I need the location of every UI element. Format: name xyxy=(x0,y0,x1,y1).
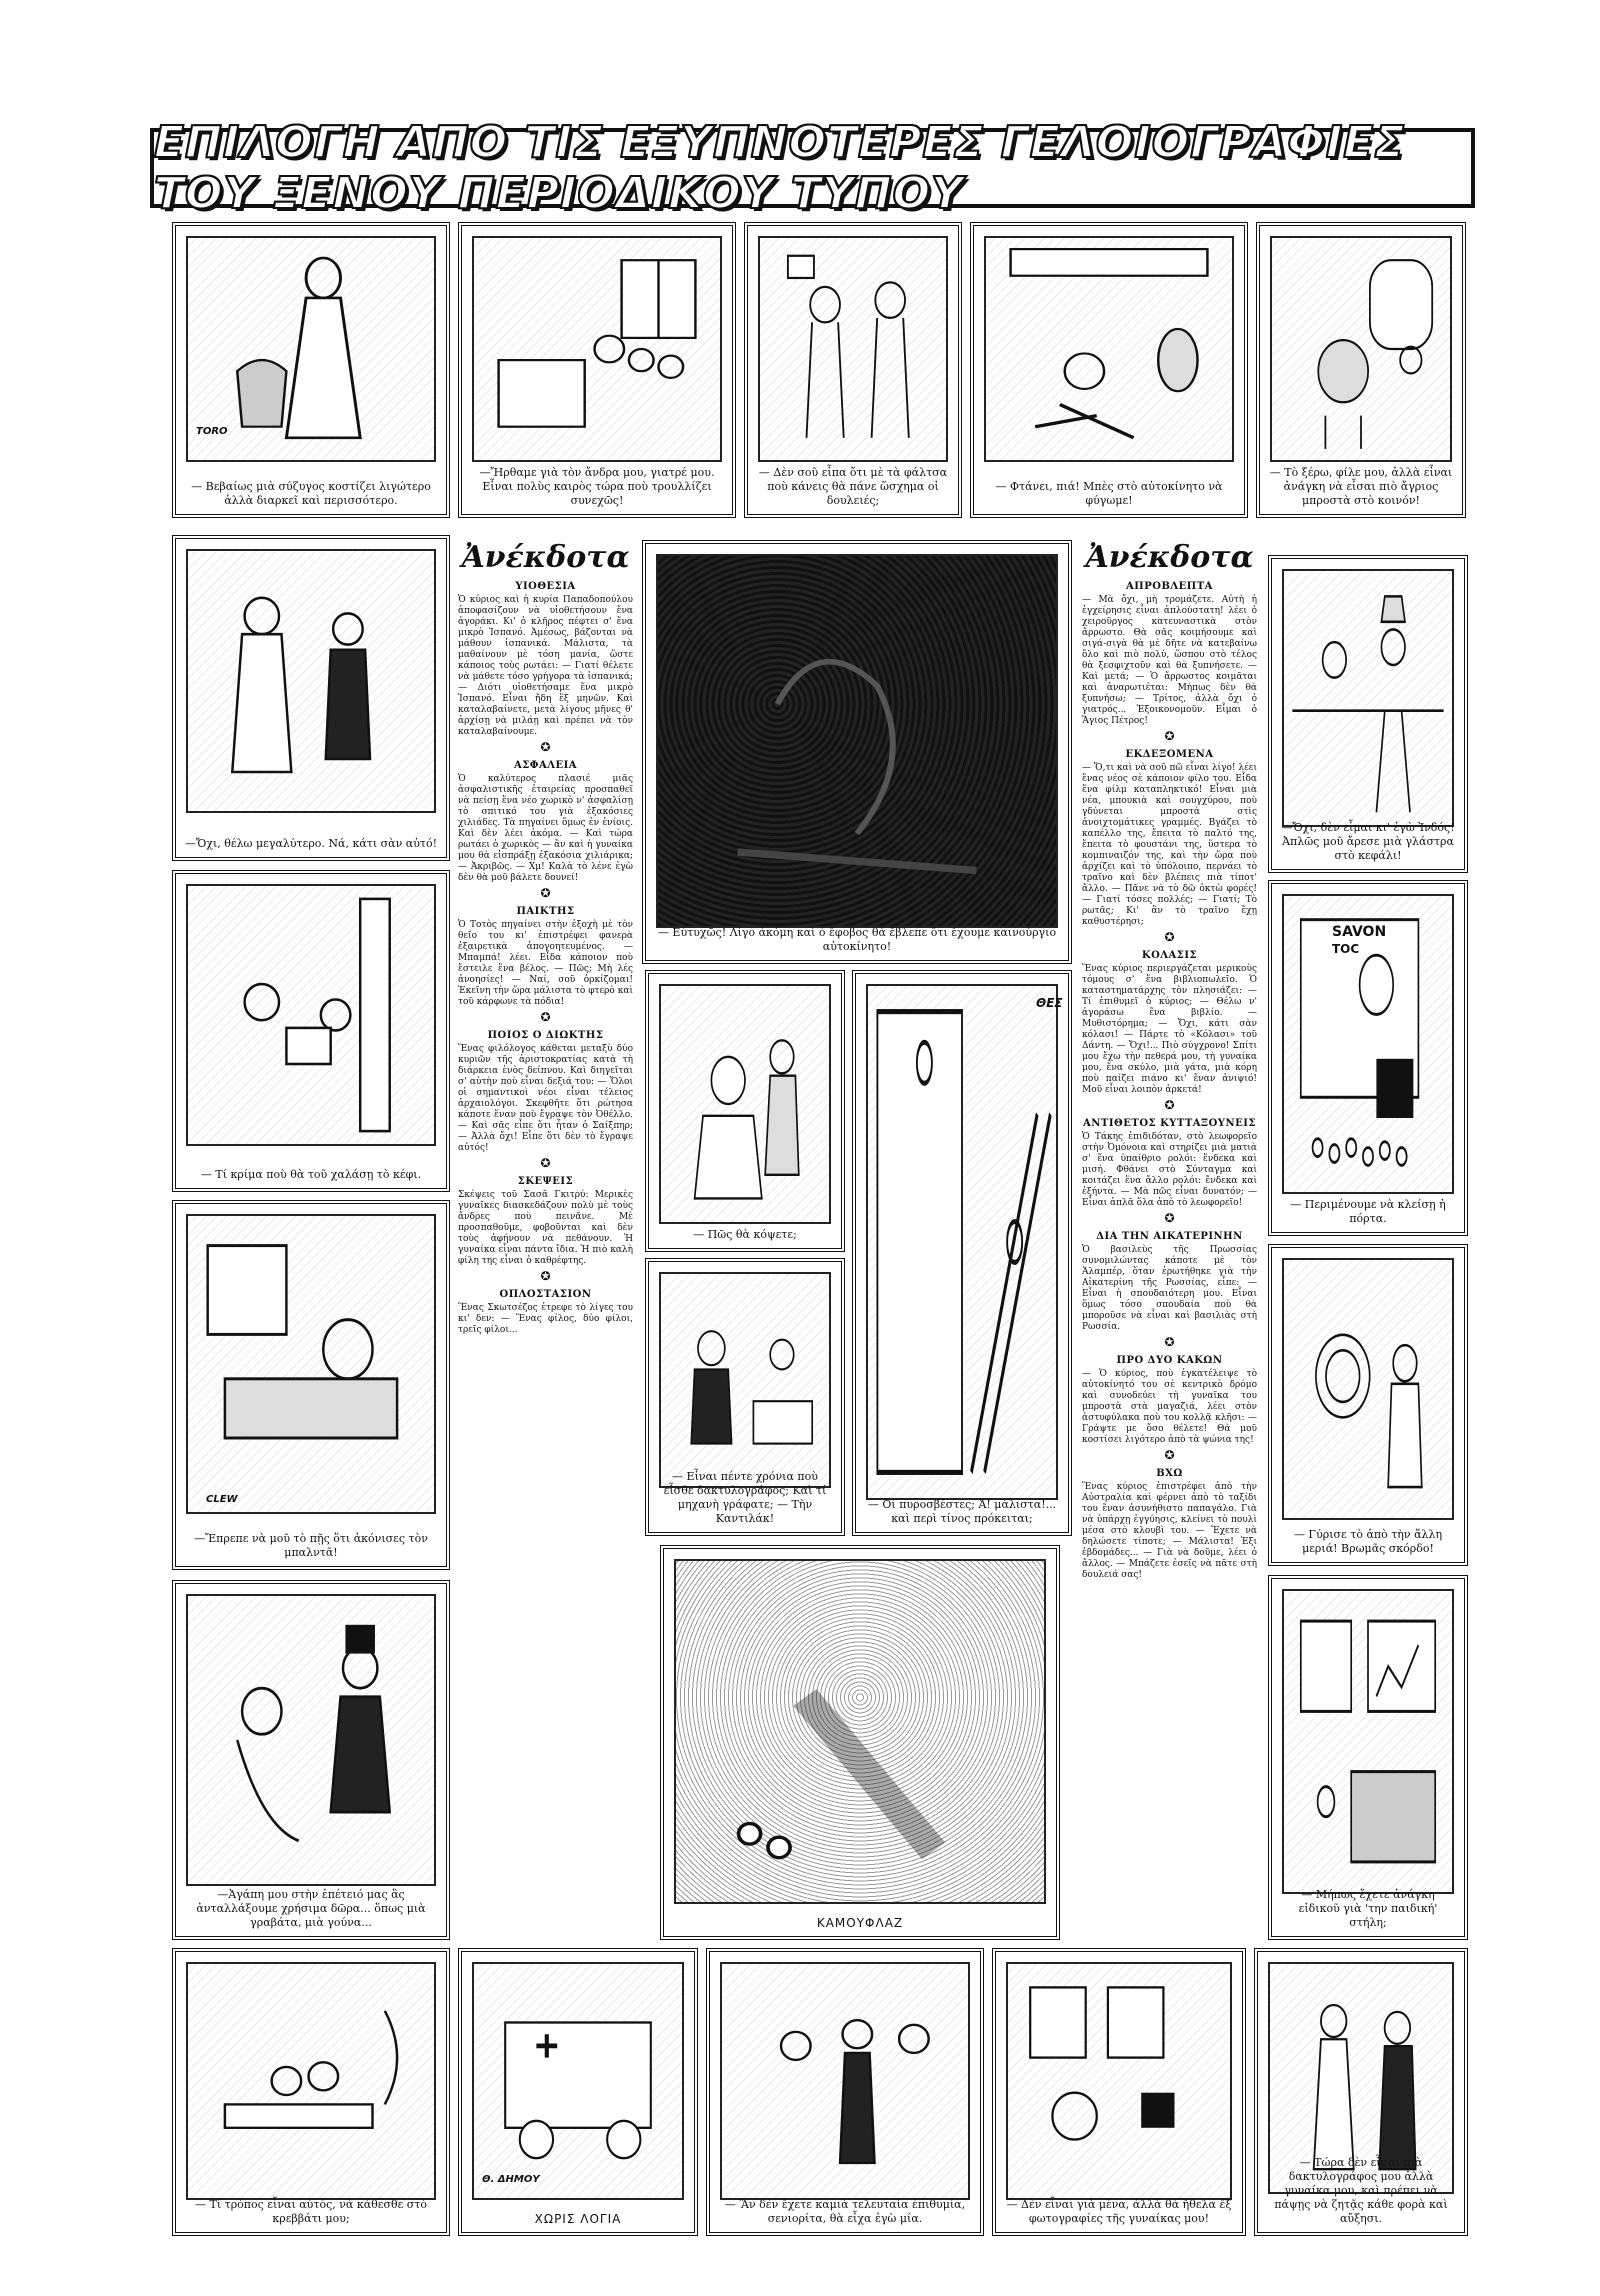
cartoon-art xyxy=(656,554,1058,928)
anecdotes-right-column xyxy=(1082,540,1257,1940)
cartoon-center-crowd xyxy=(660,1545,1060,1940)
cartoon-center-barber xyxy=(645,970,845,1252)
anecdote-heading: ΟΠΛΟΣΤΑΣΙΟΝ xyxy=(499,1289,592,1300)
anecdote-heading: ΠΡΟ ΔΥΟ ΚΑΚΩΝ xyxy=(1116,1355,1223,1366)
anecdote-heading: ΚΟΛΑΣΙΣ xyxy=(1141,950,1198,961)
cartoon-center-ladder xyxy=(852,970,1072,1536)
cartoon-top-5 xyxy=(1256,222,1466,518)
cartoon-art xyxy=(866,984,1058,1500)
anecdote-text: — Ὁ κύριος, ποὺ ἐγκατέλειψε τὸ αὐτοκίνητό του σὲ κεντρικὸ δρόμο καὶ συνοδεύει τὴ γυναῖκα του μπροστὰ στὰ μαγαζιά, λέει στὸν ἀστυφύλακα ποὺ του κολλᾷ κλῆσι: — Γράψτε με ὅσο θέλετε! Θὰ μοῦ κοστίσει λιγότερο ἀπὸ τὰ ψώνια της! xyxy=(1082,1369,1257,1445)
cartoon-caption: — Τί τρόπος εἶναι αὐτός, νὰ κάθεσθε στὸ κρεββάτι μου; xyxy=(194,2198,428,2225)
cartoon-caption: — Εὐτυχῶς! Λίγο ἀκόμη καὶ ὁ ἔφοβος θὰ ἔβλεπε ὅτι ἔχουμε καινούργιο αὐτοκίνητο! xyxy=(657,926,1057,953)
cartoon-caption: — Τώρα δὲν εἶσαι πιὰ δακτυλογράφος μου ἀλλὰ γυναίκα μου, καὶ πρέπει νὰ πάψῃς νὰ ζητᾷς κάθε φορὰ καὶ αὔξησι. xyxy=(1274,2156,1448,2225)
cartoon-top-2 xyxy=(458,222,736,518)
cartoon-left-3 xyxy=(172,1200,450,1570)
cartoon-right-4 xyxy=(1268,1575,1468,1940)
cartoon-art xyxy=(984,236,1234,462)
cartoon-left-2 xyxy=(172,870,450,1192)
cartoon-signature: CLEW xyxy=(206,1494,238,1505)
cartoon-caption: — Τί κρίμα ποὺ θὰ τοῦ χαλάσῃ τὸ κέφι. xyxy=(200,1168,422,1181)
cartoon-signature: Θ. ΔΗΜΟΥ xyxy=(482,2174,540,2185)
cartoon-caption: — Περιμένουμε νὰ κλείσῃ ἡ πόρτα. xyxy=(1290,1198,1446,1225)
cartoon-bottom-1 xyxy=(172,1948,450,2236)
anecdote-heading: ΑΣΦΑΛΕΙΑ xyxy=(513,760,578,771)
separator-star-icon: ✪ xyxy=(1164,1211,1175,1225)
anecdote-text: Ὁ Τάκης ἐπιδιδόταν, στὸ λεωφορεῖο στὴν Ὀμόνοια καὶ στηρίζει μιὰ ματιὰ σ' ἕνα ὑπαίθριο ρολόι: ἔνδεκα καὶ μισή. Φθάνει στὸ Σύνταγμα καὶ κοιτάζει ἕνα ἄλλο ρολόι: ἔνδεκα καὶ ἐξήντα. — Μὰ πῶς εἶναι δυνατόν; — Εἶναι ἀπλᾶ ὅλα ἀπὸ τὸ λεωφορεῖο! xyxy=(1082,1132,1257,1208)
cartoon-art xyxy=(659,984,831,1224)
anecdote-text: Ἕνας φιλόλογος κάθεται μεταξὺ δύο κυριῶν τῆς ἀριστοκρατίας κατὰ τὴ διάρκεια ἑνὸς δείπνου. Καὶ διηγεῖται σ' αὐτὴν ποὺ εἶναι δεξιά του: — Ὅλοι οἱ σημαντικοὶ νέοι εἶναι τέλειος ἀρχαιολόγοι. Σκεφθῆτε ὅτι ρώτησα κάποτε ἕναν ποὺ ἔγραψε τὸν Ὀθέλλο. — Καὶ σᾶς εἶπε ὅτι ἦταν ὁ Σαίξπηρ; — Ἀλλὰ ὄχι! Εἶπε ὅτι δὲν τὸ ἔγραψε αὐτός! xyxy=(458,1044,633,1153)
cartoon-art xyxy=(472,236,722,462)
separator-star-icon: ✪ xyxy=(540,1269,551,1283)
page-header-banner xyxy=(150,117,1475,219)
anecdote-heading: ΑΠΡΟΒΛΕΠΤΑ xyxy=(1126,581,1213,592)
page-title: ΕΠΙΛΟΓΗ ΑΠΟ ΤΙΣ ΕΞΥΠΝΟΤΕΡΕΣ ΓΕΛΟΙΟΓΡΑΦΙΕΣ ΤΟΥ ΞΕΝΟΥ ΠΕΡΙΟΔΙΚΟΥ ΤΥΠΟΥ xyxy=(154,117,1406,219)
separator-star-icon: ✪ xyxy=(1164,729,1175,743)
cartoon-caption: — Πῶς θὰ κόψετε; xyxy=(693,1228,797,1241)
cartoon-caption: ΚΑΜΟΥΦΛΑΖ xyxy=(816,1916,904,1930)
cartoon-right-3 xyxy=(1268,1244,1468,1566)
cartoon-caption: —Ἤρθαμε γιὰ τὸν ἄνδρα μου, γιατρέ μου. Εἶναι πολὺς καιρὸς τώρα ποὺ τρουλλίζει συνεχῶς! xyxy=(479,466,715,507)
anecdote-heading: ΕΚΔΕΞΟΜΕΝΑ xyxy=(1125,749,1214,760)
cartoon-caption: —Ὄχι, δὲν εἶμαι κι' ἐγὼ Ἰνδός! Ἀπλῶς μοῦ ἄρεσε μιὰ γλάστρα στὸ κεφάλι! xyxy=(1281,821,1455,862)
cartoon-caption: ΧΩΡΙΣ ΛΟΓΙΑ xyxy=(534,2212,622,2226)
poster-sign: TOC xyxy=(1332,942,1360,956)
cartoon-art xyxy=(186,1594,436,1886)
cartoon-caption: — Φτάνει, πιά! Μπὲς στὸ αὐτοκίνητο νὰ φύγωμε! xyxy=(995,480,1223,507)
cartoon-art xyxy=(1270,236,1452,462)
cartoon-caption: — Βεβαίως μιὰ σύζυγος κοστίζει λιγώτερο ἀλλὰ διαρκεῖ καὶ περισσότερο. xyxy=(191,480,431,507)
cartoon-center-office xyxy=(645,1258,845,1536)
anecdote-heading: ΥΙΟΘΕΣΙΑ xyxy=(515,581,576,592)
separator-star-icon: ✪ xyxy=(540,740,551,754)
poster-sign: SAVON xyxy=(1332,924,1387,940)
cartoon-caption: —Ἔπρεπε νὰ μοῦ τὸ πῇς ὅτι ἀκόνισες τὸν μπαλντᾶ! xyxy=(194,1532,428,1559)
cartoon-center-dark xyxy=(642,540,1072,964)
anecdote-text: — Μὰ ὄχι, μὴ τρομάζετε. Αὐτὴ ἡ ἐγχείρησις εἶναι ἁπλούστατη! λέει ὁ χειροῦργος κατευναστικὰ στὸν ἄρρωστο. Θὰ σᾶς κοιμήσουμε καὶ σιγά-σιγὰ θὰ μὲ δῆτε νὰ κατεβαίνω ὅλο καὶ πιὸ πολύ, ὥσπου στὸ τέλος θὰ ξεσφιχτοῦν καὶ θὰ ξυπνήσετε. — Καὶ μετά; — Ὁ ἄρρωστος κοιμᾶται καὶ ἀναρωτιέται: Μήπως δὲν θὰ ξυπνήσω; — Τρίτος, ἀλλὰ ὄχι ὁ γιατρός... Ἐξοικονομοῦν. Εἶμαι ὁ Ἅγιος Πέτρος! xyxy=(1082,595,1257,726)
cartoon-caption: — Οἱ πυροσβέστες; Ἀ! μάλιστα!... καὶ περὶ τίνος πρόκειται; xyxy=(867,1498,1057,1525)
cartoon-left-4 xyxy=(172,1580,450,1940)
cartoon-bottom-5 xyxy=(1254,1948,1468,2236)
anecdotes-title: Ἀνέκδοτα xyxy=(1085,540,1254,575)
cartoon-bottom-3 xyxy=(706,1948,984,2236)
cartoon-caption: —Ὄχι, θέλω μεγαλύτερο. Νά, κάτι σὰν αὐτό! xyxy=(184,837,438,850)
cartoon-top-1 xyxy=(172,222,450,518)
cartoon-caption: — Τὸ ξέρω, φίλε μου, ἀλλὰ εἶναι ἀνάγκη νὰ εἶσαι πιὸ ἄγριος μπροστὰ στὸ κοινόν! xyxy=(1269,466,1453,507)
cartoon-top-4 xyxy=(970,222,1248,518)
separator-star-icon: ✪ xyxy=(1164,1098,1175,1112)
cartoon-art xyxy=(1282,569,1454,827)
cartoon-caption: — Ἂν δὲν ἔχετε καμιὰ τελευταία ἐπιθυμία, σενιορίτα, θὰ εἶχα ἐγὼ μία. xyxy=(724,2198,966,2225)
cartoon-art xyxy=(758,236,948,462)
cartoon-art xyxy=(1282,1258,1454,1520)
anecdote-text: Ἕνας Σκωτσέζος ἐτρεφε τὸ λίγες του κι' δεν: — Ἕνας φίλος, δύο φίλοι, τρεῖς φίλοι... xyxy=(458,1303,633,1335)
anecdotes-left-column xyxy=(458,540,633,1940)
cartoon-art xyxy=(1282,1589,1454,1894)
separator-star-icon: ✪ xyxy=(1164,1448,1175,1462)
cartoon-art xyxy=(674,1559,1046,1904)
cartoon-art xyxy=(659,1272,831,1488)
anecdote-text: Ὁ κύριος καὶ ἡ κυρία Παπαδοπούλου ἀποφασίζουν νὰ υἱοθετήσουν ἕνα ἀγοράκι. Κι' ὁ κλῆρος πέφτει σ' ἕνα μικρὸ Ἰσπανό. Ἀμέσως, βάζονται νὰ μάθουν ἰσπανικά. Μάλιστα, τὰ μαθαίνουν μὲ τόση μανία, ὥστε κάποιος τοὺς ρωτάει: — Γιατί θέλετε νὰ μάθετε τόσο γρήγορα τὰ ἰσπανικά; — Διότι υἱοθετήσαμε ἕνα μικρὸ Ἰσπανό. Εἶναι ἤδη ἕξ μηνῶν. Καὶ καταλαβαίνετε, μετὰ λίγους μῆνες θ' ἀρχίσῃ νὰ μιλάῃ καὶ πρέπει νὰ τὸν καταλαβαίνουμε. xyxy=(458,595,633,737)
separator-star-icon: ✪ xyxy=(540,1156,551,1170)
anecdotes-title: Ἀνέκδοτα xyxy=(461,540,630,575)
anecdote-text: Ὁ καλύτερος πλασιέ μιᾶς ἀσφαλιστικῆς ἑταιρείας προσπαθεῖ νὰ πείσῃ ἕνα νέο χωρικὸ ν' ἀσφαλίσῃ τὸ σπιτικό του γιὰ ἑξακόσιες χιλιάδες. Τὰ πηγαίνει ὅμως ἐν ἐνίοις. Καὶ δὲν λέει ἀκόμα. — Καὶ τώρα ρωτάει ὁ χωρικὸς — ἂν καὶ ἡ γυναίκα μου θὰ εἰσπράξῃ ἑξακόσια χιλιάρικα; — Ἀκριβῶς. — Χμ! Καλὰ τὸ λένε ἐγὼ δὲν θὰ μοῦ βάλετε δουνεί! xyxy=(458,774,633,883)
cartoon-bottom-2 xyxy=(458,1948,698,2236)
cartoon-right-1 xyxy=(1268,555,1468,873)
anecdote-text: Ὁ Τοτὸς πηγαίνει στὴν ἑξοχὴ μὲ τὸν θεῖο του κι' ἐπιστρέφει φανερὰ ἐξαιρετικὰ ἀπογοητευμένος. — Μπαμπά! λέει. Εἶδα κάποιον ποὺ ἔστειλε ἕνα βέλος. — Πῶς; Μὴ λές ἀνοησίες! — Ναί, σοῦ ὁρκίζομαι! Ἐκεῖνη τὴν ὥρα μάλιστα τὸ φτερὸ καὶ τοῦ κάρφωνε τὰ πόδια! xyxy=(458,920,633,1007)
anecdote-heading: ΠΑΙΚΤΗΣ xyxy=(516,906,575,917)
cartoon-signature: TORO xyxy=(196,426,228,437)
anecdote-text: — Ὅ,τι καὶ νὰ σοῦ πῶ εἶναι λίγο! λέει ἕνας νέος σὲ κάποιον φίλο του. Εἶδα ἕνα φίλμ καταπληκτικό! Εἶναι μιὰ νέα, μπουκιὰ καὶ σουγχύρου, ποὺ γδύνεται μπροστὰ στὶς ἀνοιχτομάτικες γραμμές. Βγάζει τὸ καπέλλο της, ἔπειτα τὸ παλτό της, ἔπειτα τὸ φουστάνι της, ὕστερα τὸ κομπιναιζόν της, καὶ τὴν ὥρα ποὺ ἀρχίζει καὶ τὸ ὑπόλοιπο, περνάει τὸ τραῖνο καὶ δὲν βλέπεις πιὰ τίποτ' ἄλλο. — Πᾶνε νὰ τὸ δῶ ὀκτὼ φορές! — Γιατί τόσες πολλές; — Γιατί; Τὸ ρωτᾶς; Κι' ἂν τὸ τραῖνο ἔχῃ καθυστέρησι; xyxy=(1082,763,1257,927)
cartoon-caption: — Μήπως ἔχετε ἀνάγκη εἰδικοῦ γιὰ 'την παιδική' στήλη; xyxy=(1298,1888,1438,1929)
cartoon-bottom-4 xyxy=(992,1948,1246,2236)
anecdote-text: Ἕνας κύριος περιεργάζεται μερικοὺς τόμους σ' ἕνα βιβλιοπωλεῖο. Ὁ καταστηματάρχης τὸν πλησιάζει: — Τί ἐπιθυμεῖ ὁ κύριος; — Θέλω ν' ἀγοράσω ἕνα βιβλίο. — Μυθιστόρημα; — Ὄχι, κάτι σὰν κόλασι! — Πάρτε τὸ «Κόλασι» τοῦ Δάντη. — Ὄχι!... Πιὸ σύγχρονο! Σπίτι μου ἔχω τὴν πεθερά μου, τὴ γυναίκα μου, ἕνα σκύλο, μιὰ γάτα, μιὰ κόρη ποὺ παίζει πιάνο κι' ἕναν ἀνιψιό! Μοῦ εἶναι λοιπὸν ἀρκετά! xyxy=(1082,964,1257,1095)
cartoon-art xyxy=(186,1962,436,2200)
cartoon-art xyxy=(720,1962,970,2200)
cartoon-caption: — Γύρισε τὸ ἀπὸ τὴν ἄλλη μεριά! Βρωμᾶς σκόρδο! xyxy=(1293,1528,1443,1555)
anecdote-text: Ἕνας κύριος ἐπιστρέφει ἀπὸ τὴν Αὐστραλία καὶ φέρνει ἀπὸ τὸ ταξίδι του ἕναν ἀσυνήθιστο παπαγάλο. Γιὰ νὰ ὑπάρχῃ ἐγγύησις, κλείνει τὸ πουλὶ μέσα στὸ κλουβὶ του. — Ἔχετε νὰ δηλώσετε τίποτε; — Μάλιστα! Ἐξι ἑβδομάδες... — Γιὰ νὰ δοῦμε, λέει ὁ ἄλλος. — Μπάζετε ἐσεῖς νὰ πᾶτε στὴ δουλειά σας! xyxy=(1082,1482,1257,1580)
cartoon-art xyxy=(1006,1962,1232,2200)
separator-star-icon: ✪ xyxy=(1164,930,1175,944)
cartoon-right-2 xyxy=(1268,880,1468,1236)
cartoon-caption: — Δὲν σοῦ εἶπα ὅτι μὲ τὰ φάλτσα ποὺ κάνεις θὰ πάνε ὥσχημα οἱ δουλειές; xyxy=(758,466,948,507)
separator-star-icon: ✪ xyxy=(540,886,551,900)
anecdote-heading: ΑΝΤΙΘΕΤΟΣ ΚΥΤΤΑΞΟΥΝΕΙΣ xyxy=(1083,1118,1256,1129)
cartoon-top-3 xyxy=(744,222,962,518)
cartoon-caption: — Δὲν εἶναι γιὰ μένα, ἀλλὰ θὰ ἤθελα ἕξ φωτογραφίες τῆς γυναίκας μου! xyxy=(1006,2198,1232,2225)
separator-star-icon: ✪ xyxy=(540,1010,551,1024)
separator-star-icon: ✪ xyxy=(1164,1335,1175,1349)
anecdote-heading: ΣΚΕΨΕΙΣ xyxy=(517,1176,574,1187)
cartoon-art xyxy=(186,884,436,1146)
cartoon-art xyxy=(186,1214,436,1514)
anecdote-text: Ὁ βασιλεὺς τῆς Πρωσσίας συνομιλώντας κάποτε μὲ τὸν Ἀλαμπέρ, ὅταν ἐρωτήθηκε γιὰ τὴν Αἰκατερίνη τῆς Ρωσσίας, εἶπε: — Εἶναι ἡ σπουδαιότερη μου. Εἶναι ὅμως τόσο σπουδαία ποὺ θὰ μποροῦσε νὰ εἶναι καὶ βασιλιὰς στὴ Ρωσσία. xyxy=(1082,1245,1257,1332)
anecdote-heading: ΒΧΩ xyxy=(1156,1468,1183,1479)
anecdote-heading: ΔΙΑ ΤΗΝ ΑΙΚΑΤΕΡΙΝΗΝ xyxy=(1096,1231,1243,1242)
cartoon-art xyxy=(186,549,436,813)
anecdote-text: Σκέψεις τοῦ Σασᾶ Γκιτρύ: Μερικὲς γυναῖκες διασκεδάζουν πολὺ μὲ τοὺς ἄνδρες ποὺ πεινᾶνε. Μὲ προσπαθοῦμε, φοβοῦνται καὶ δὲν τοὺς ἀφήνουν νὰ πεθάνουν. Ἡ γυναίκα εἶναι πάντα ἴδια. Ἡ πιὸ καλὴ φίλη της εἶναι ὁ καθρέφτης. xyxy=(458,1190,633,1266)
cartoon-caption: —Ἀγάπη μου στὴν ἐπέτειό μας ἂς ἀνταλλάξουμε χρήσιμα δῶρα... ὅπως μιὰ γραβάτα, μιὰ γούνα... xyxy=(196,1888,426,1929)
ladder-sign: ΘΕΣ xyxy=(1036,996,1063,1010)
cartoon-art xyxy=(472,1962,684,2200)
anecdote-heading: ΠΟΙΟΣ Ο ΔΙΩΚΤΗΣ xyxy=(487,1030,604,1041)
cartoon-caption: — Εἶναι πέντε χρόνια ποὺ εἶσθε δακτυλογράφος; Καὶ τί μηχανὴ γράφατε; — Τὴν Καντιλάκ! xyxy=(663,1470,827,1525)
cartoon-left-1 xyxy=(172,535,450,861)
